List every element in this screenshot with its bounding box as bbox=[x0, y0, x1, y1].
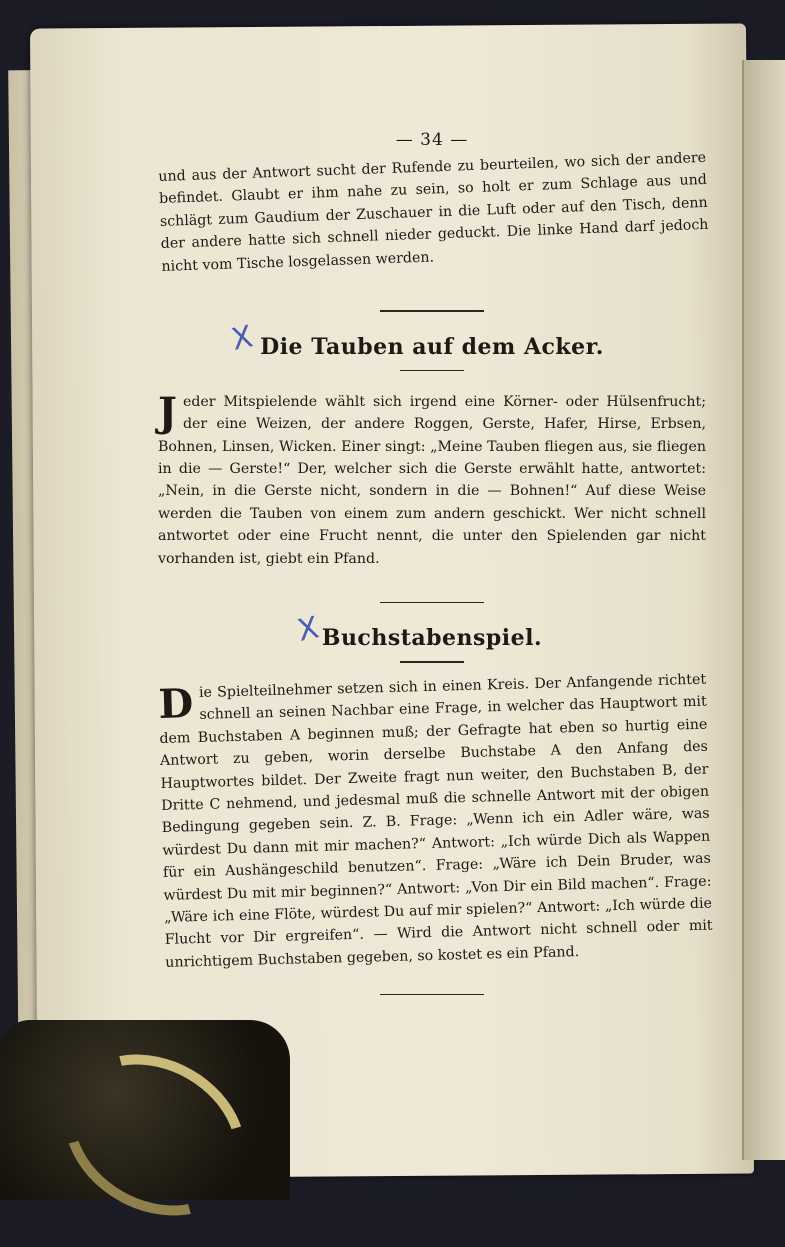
section-text: eder Mitspielende wählt sich irgend eine Körner- oder Hülsenfrucht; der eine Weizen, der andere Roggen, Gerste, Hafer, Hirse, Erbsen, Bohnen, Linsen, Wicken. Einer singt: „Meine Tauben fliegen aus, sie fliegen in die — Gerste!“ Der, welcher sich die Gerste erwählt hatte, antwortet: „Nein, in die Gerste nicht, sondern in die — Bohnen!“ Auf diese Weise werden die Tauben von einem zum andern geschickt. Wer nicht schnell antwortet oder eine Frucht nennt, die unter den Spielenden gar nicht vorhanden ist, giebt ein Pfand. bbox=[158, 393, 706, 567]
section-divider bbox=[380, 994, 484, 996]
pencil-x-mark: X bbox=[294, 610, 323, 650]
section-body-buchstaben bbox=[158, 668, 713, 974]
section-text: ie Spielteilnehmer setzen sich in einen Kreis. Der Anfangende richtet schnell an seinen Nachbar eine Frage, in welcher das Hauptwort mit dem Buchstaben A beginnen muß; der Gefragte hat eben so hurtig eine Antwort zu geben, worin derselbe Buchstabe A den Anfang des Hauptwortes bildet. Der Zweite fragt nun weiter, den Buchstaben B, der Dritte C nehmend, und jedesmal muß die schnelle Antwort mit der obigen Bedingung gegeben sein. Z. B. Frage: „Wenn ich ein Adler wäre, was würdest Du dann mit mir machen?“ Antwort: „Ich würde Dich als Wappen für ein Aushängeschild benutzen“. Frage: „Wäre ich Dein Bruder, was würdest Du mit mir beginnen?“ Antwort: „Von Dir ein Bild machen“. Frage: „Wäre ich eine Flöte, würdest Du auf mir spielen?“ Antwort: „Ich würde die Flucht vor Dir ergreifen“. — Wird die Antwort nicht schnell oder mit unrichtigem Buchstaben gegeben, so kostet es ein Pfand. bbox=[159, 671, 713, 971]
section-title: Die Tauben auf dem Acker. bbox=[260, 333, 604, 360]
section-heading-buchstaben bbox=[158, 610, 706, 655]
section-heading-tauben bbox=[158, 318, 706, 364]
page-number: — 34 — bbox=[395, 130, 469, 150]
section-divider bbox=[380, 310, 484, 312]
heading-underline bbox=[400, 370, 464, 371]
next-page-edge bbox=[742, 60, 785, 1160]
heading-underline bbox=[400, 661, 464, 662]
drop-cap: D bbox=[157, 679, 194, 728]
section-title: Buchstabenspiel. bbox=[321, 625, 543, 652]
pencil-x-mark: X bbox=[228, 318, 257, 358]
drop-cap: J bbox=[158, 388, 177, 436]
continuation-paragraph: und aus der Antwort sucht der Rufende zu beurteilen, wo sich der andere befindet. Glaubt er ihm nahe zu sein, so holt er zum Schlage aus und schlägt zum Gaudium der Zuschauer in die Luft oder auf den Tisch, denn der andere hatte sich schnell nieder geduckt. Die linke Hand darf jedoch nicht vom Tische losgelassen werden. bbox=[158, 149, 709, 275]
section-divider bbox=[380, 602, 484, 604]
section-body-tauben bbox=[158, 388, 706, 570]
page-content bbox=[157, 130, 713, 1000]
